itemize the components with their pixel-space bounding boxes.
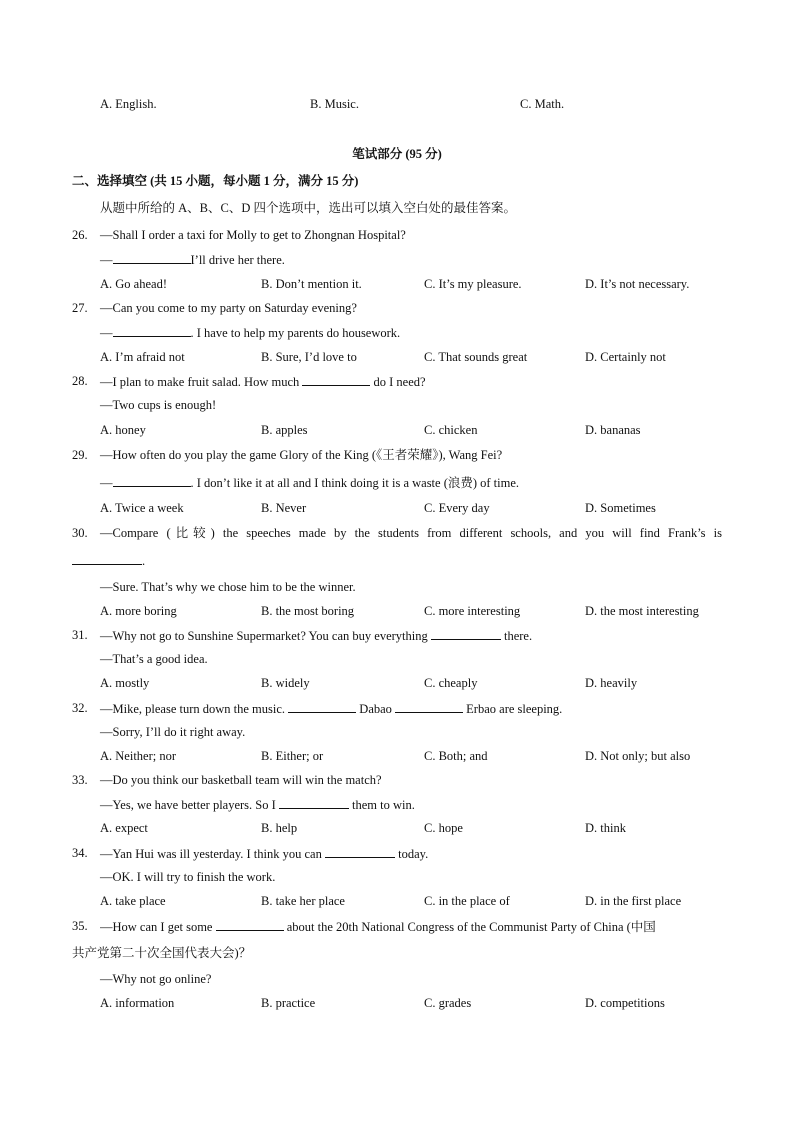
option-b: B. apples [261,423,308,437]
option-c: C. grades [424,996,472,1010]
question-number: 31. [72,628,88,642]
prompt-text: —Why not go to Sunshine Supermarket? You can buy everything [100,629,431,643]
option-c: C. hope [424,821,463,835]
response-text: . I don’t like it at all and I think doing it is a waste (浪费) of time. [190,476,520,490]
response-dash: — [100,253,113,267]
option-a: A. Neither; nor [100,749,177,763]
question-number: 26. [72,228,88,242]
question-prompt [100,373,426,390]
option-a: A. Go ahead! [100,277,167,291]
answer-blank [113,474,191,487]
prompt-text: —Mike, please turn down the music. [100,702,289,716]
question-response: —That’s a good idea. [100,652,208,666]
question-prompt: —How often do you play the game Glory of the King (《王者荣耀》), Wang Fei? [100,448,503,462]
question-number: 29. [72,448,88,462]
prompt-text: there. [500,629,533,643]
option-b: B. take her place [261,894,345,908]
option-c: C. in the place of [424,894,510,908]
question-prompt: —Do you think our basketball team will win the match? [100,773,382,787]
prev-option-a: A. English. [100,97,157,111]
question-response: —Two cups is enough! [100,398,217,412]
answer-blank [288,700,356,713]
option-d: D. competitions [585,996,665,1010]
option-d: D. Certainly not [585,350,666,364]
question-prompt [100,845,428,862]
question-number: 30. [72,526,88,540]
question-prompt: —Can you come to my party on Saturday evening? [100,301,357,315]
question-response: —Sorry, I’ll do it right away. [100,725,246,739]
question-number: 35. [72,919,88,933]
question-prompt [100,700,562,717]
option-a: A. honey [100,423,146,437]
option-b: B. Never [261,501,307,515]
question-response [100,324,400,341]
option-a: A. Twice a week [100,501,184,515]
prompt-text: today. [394,847,429,861]
answer-blank [72,552,142,565]
question-response [100,796,415,813]
response-dash: — [100,476,113,490]
option-c: C. It’s my pleasure. [424,277,522,291]
option-d: D. Not only; but also [585,749,691,763]
section-heading: 二、选择填空 (共 15 小题，每小题 1 分，满分 15 分) [72,174,359,188]
prompt-text: about the 20th National Congress of the Communist Party of China (中国 [283,920,656,934]
option-b: B. Sure, I’d love to [261,350,357,364]
question-prompt [100,627,532,644]
prompt-text: —I plan to make fruit salad. How much [100,375,303,389]
option-c: C. Every day [424,501,490,515]
option-a: A. information [100,996,175,1010]
option-d: D. Sometimes [585,501,656,515]
prompt-text: Dabao [356,702,396,716]
prompt-text: Erbao are sleeping. [463,702,563,716]
prompt-text: . [142,554,146,568]
option-d: D. in the first place [585,894,682,908]
question-number: 32. [72,701,88,715]
question-response [100,474,519,491]
option-b: B. help [261,821,298,835]
prompt-text: do I need? [370,375,426,389]
answer-blank [113,324,191,337]
response-dash: — [100,326,113,340]
option-b: B. Don’t mention it. [261,277,362,291]
option-d: D. It’s not necessary. [585,277,690,291]
answer-blank [113,251,191,264]
response-text: —Yes, we have better players. So I [100,798,279,812]
prev-option-b: B. Music. [310,97,359,111]
prompt-text: —How can I get some [100,920,216,934]
response-text: them to win. [348,798,415,812]
option-c: C. more interesting [424,604,521,618]
prompt-text: —Yan Hui was ill yesterday. I think you can [100,847,325,861]
question-number: 27. [72,301,88,315]
question-response: —OK. I will try to finish the work. [100,870,276,884]
answer-blank [216,918,284,931]
answer-blank [395,700,463,713]
option-d: D. bananas [585,423,641,437]
answer-blank [302,373,370,386]
option-c: C. Both; and [424,749,488,763]
option-c: C. cheaply [424,676,478,690]
option-d: D. heavily [585,676,638,690]
instruction-text: 从题中所给的 A、B、C、D 四个选项中，选出可以填入空白处的最佳答案。 [100,201,516,215]
response-text: . I have to help my parents do housework. [190,326,401,340]
answer-blank [431,627,501,640]
prev-option-c: C. Math. [520,97,565,111]
option-a: A. take place [100,894,166,908]
question-prompt-continued [72,552,145,569]
written-section-title: 笔试部分 (95 分) [352,147,442,161]
option-d: D. the most interesting [585,604,699,618]
option-a: A. I’m afraid not [100,350,185,364]
option-a: A. more boring [100,604,177,618]
option-d: D. think [585,821,626,835]
question-response: —Sure. That’s why we chose him to be the winner. [100,580,356,594]
question-prompt: —Shall I order a taxi for Molly to get to Zhongnan Hospital? [100,228,406,242]
answer-blank [279,796,349,809]
option-b: B. widely [261,676,310,690]
question-response [100,251,285,268]
question-prompt-continued: 共产党第二十次全国代表大会)？ [72,946,252,960]
response-text: I’ll drive her there. [190,253,285,267]
question-number: 34. [72,846,88,860]
option-c: C. That sounds great [424,350,528,364]
question-prompt [100,918,722,935]
option-a: A. mostly [100,676,150,690]
question-number: 33. [72,773,88,787]
question-prompt: —Compare (比较) the speeches made by the students from different schools, and you will find Frank’s is [100,526,722,540]
option-a: A. expect [100,821,148,835]
question-response: —Why not go online? [100,972,212,986]
option-c: C. chicken [424,423,478,437]
option-b: B. Either; or [261,749,324,763]
option-b: B. practice [261,996,316,1010]
question-number: 28. [72,374,88,388]
option-b: B. the most boring [261,604,355,618]
answer-blank [325,845,395,858]
